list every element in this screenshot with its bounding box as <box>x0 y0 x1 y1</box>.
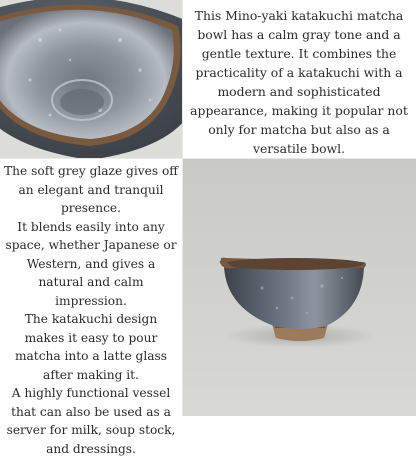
bowl-product-illustration <box>182 158 416 416</box>
horizontal-divider <box>0 158 416 159</box>
product-description-top: This Mino-yaki katakuchi matcha bowl has a calm gray tone and a gentle texture. It combines the practicality of a katakuchi with a modern and sophisticated appearance, making it popular not only for matcha but also as a versatile bowl. <box>190 8 408 156</box>
bowl-closeup-illustration <box>0 0 182 158</box>
feature-paragraph: It blends easily into any space, whether Japanese or Western, and gives a natural and calm impression. <box>5 219 177 308</box>
description-left-panel <box>0 158 182 456</box>
feature-paragraph: The soft grey glaze gives off an elegant and tranquil presence. <box>4 164 178 215</box>
feature-paragraph: A highly functional vessel that can also be used as a server for milk, soup stock, and dressings. <box>6 386 176 456</box>
feature-list <box>4 162 178 458</box>
bowl-product-photo <box>182 158 416 416</box>
vertical-divider <box>182 0 183 416</box>
feature-paragraph: The katakuchi design makes it easy to pour matcha into a latte glass after making it. <box>14 312 168 382</box>
bowl-closeup-photo <box>0 0 182 158</box>
description-top-panel <box>182 0 416 158</box>
